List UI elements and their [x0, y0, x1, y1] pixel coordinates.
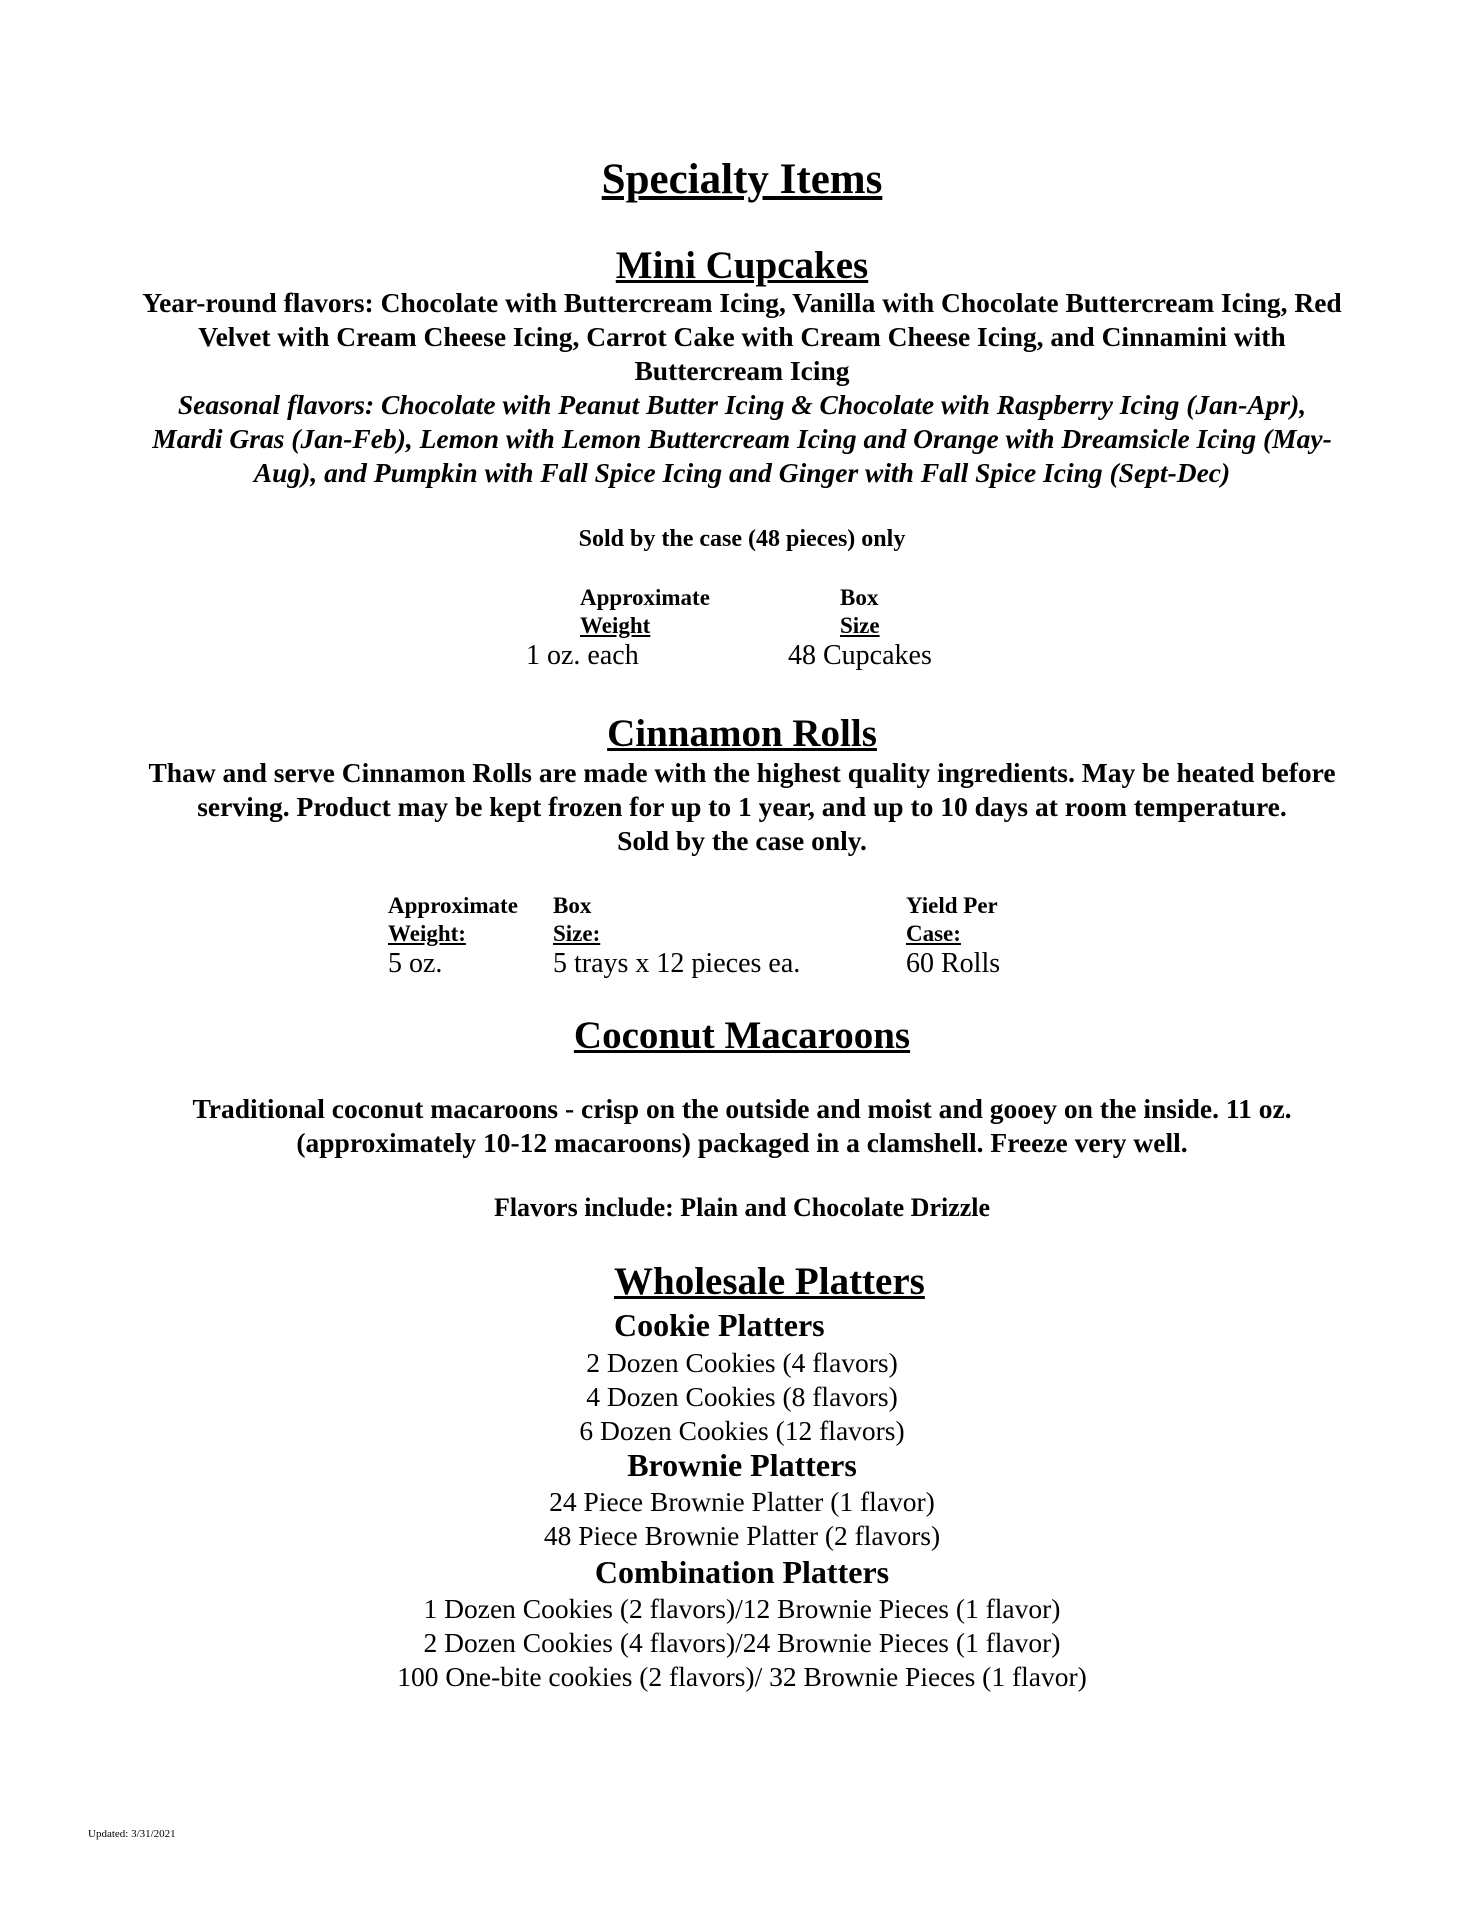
header-line: Yield Per — [906, 893, 998, 918]
cinnamon-rolls-yield-header — [906, 892, 1026, 948]
mini-cupcakes-weight-header — [580, 584, 720, 640]
cinnamon-rolls-size-value: 5 trays x 12 pieces ea. — [553, 948, 801, 979]
list-item: 2 Dozen Cookies (4 flavors) — [586, 1347, 898, 1378]
header-line: Approximate — [388, 893, 518, 918]
header-line: Size: — [553, 921, 601, 946]
text-line: Sold by the case only. — [617, 825, 867, 856]
list-item: 48 Piece Brownie Platter (2 flavors) — [543, 1520, 941, 1551]
mini-cupcakes-size-header — [840, 584, 900, 640]
list-item: 4 Dozen Cookies (8 flavors) — [586, 1381, 898, 1412]
text-line: Mardi Gras (Jan-Feb), Lemon with Lemon Buttercream Icing and Orange with Dreamsicle Icing (May- — [152, 423, 1332, 454]
list-item: 1 Dozen Cookies (2 flavors)/12 Brownie Pieces (1 flavor) — [423, 1593, 1061, 1624]
header-line: Approximate — [580, 585, 710, 610]
text-line: Seasonal flavors: Chocolate with Peanut Butter Icing & Chocolate with Raspberry Icing (Jan-Apr), — [177, 389, 1307, 420]
page-title: Specialty Items — [601, 156, 883, 203]
header-line: Size — [840, 613, 880, 638]
mini-cupcakes-size-value: 48 Cupcakes — [788, 640, 932, 671]
header-line: Weight — [580, 613, 651, 638]
combination-platters-list — [0, 1592, 1484, 1694]
mini-cupcakes-weight-value: 1 oz. each — [526, 640, 639, 671]
mini-cupcakes-year-round — [0, 286, 1484, 388]
text-line: Buttercream Icing — [634, 355, 850, 386]
coconut-macaroons-heading: Coconut Macaroons — [573, 1014, 911, 1057]
mini-cupcakes-seasonal — [0, 388, 1484, 490]
header-line: Weight: — [388, 921, 466, 946]
cookie-platters-heading: Cookie Platters — [614, 1307, 825, 1343]
brownie-platters-heading: Brownie Platters — [627, 1447, 857, 1483]
text-line: Traditional coconut macaroons - crisp on the outside and moist and gooey on the inside. 11 oz. — [192, 1093, 1292, 1124]
cookie-platters-list — [0, 1346, 1484, 1448]
brownie-platters-list — [0, 1485, 1484, 1553]
updated-date: Updated: 3/31/2021 — [88, 1828, 176, 1840]
mini-cupcakes-heading: Mini Cupcakes — [615, 244, 869, 287]
text-line: (approximately 10-12 macaroons) packaged in a clamshell. Freeze very well. — [296, 1127, 1188, 1158]
cinnamon-rolls-yield-value: 60 Rolls — [906, 948, 1001, 979]
cinnamon-rolls-size-header — [553, 892, 633, 948]
coconut-macaroons-description — [0, 1092, 1484, 1160]
text-line: Thaw and serve Cinnamon Rolls are made with the highest quality ingredients. May be heated before — [148, 757, 1336, 788]
cinnamon-rolls-weight-header — [388, 892, 528, 948]
header-line: Box — [553, 893, 592, 918]
cinnamon-rolls-heading: Cinnamon Rolls — [607, 712, 877, 755]
list-item: 2 Dozen Cookies (4 flavors)/24 Brownie Pieces (1 flavor) — [423, 1627, 1061, 1658]
list-item: 24 Piece Brownie Platter (1 flavor) — [549, 1486, 935, 1517]
mini-cupcakes-sold-by: Sold by the case (48 pieces) only — [578, 526, 906, 552]
text-line: Velvet with Cream Cheese Icing, Carrot Cake with Cream Cheese Icing, and Cinnamini with — [198, 321, 1286, 352]
combination-platters-heading: Combination Platters — [594, 1554, 890, 1590]
list-item: 6 Dozen Cookies (12 flavors) — [579, 1415, 905, 1446]
text-line: Year-round flavors: Chocolate with Buttercream Icing, Vanilla with Chocolate Buttercream Icing, Red — [142, 287, 1342, 318]
cinnamon-rolls-weight-value: 5 oz. — [388, 948, 443, 979]
header-line: Case: — [906, 921, 961, 946]
text-line: Aug), and Pumpkin with Fall Spice Icing and Ginger with Fall Spice Icing (Sept-Dec) — [253, 457, 1231, 488]
wholesale-platters-heading: Wholesale Platters — [614, 1260, 925, 1303]
cinnamon-rolls-description — [0, 756, 1484, 858]
text-line: serving. Product may be kept frozen for up to 1 year, and up to 10 days at room temperature. — [197, 791, 1287, 822]
list-item: 100 One-bite cookies (2 flavors)/ 32 Brownie Pieces (1 flavor) — [397, 1661, 1087, 1692]
header-line: Box — [840, 585, 879, 610]
coconut-macaroons-flavors: Flavors include: Plain and Chocolate Drizzle — [493, 1193, 991, 1222]
